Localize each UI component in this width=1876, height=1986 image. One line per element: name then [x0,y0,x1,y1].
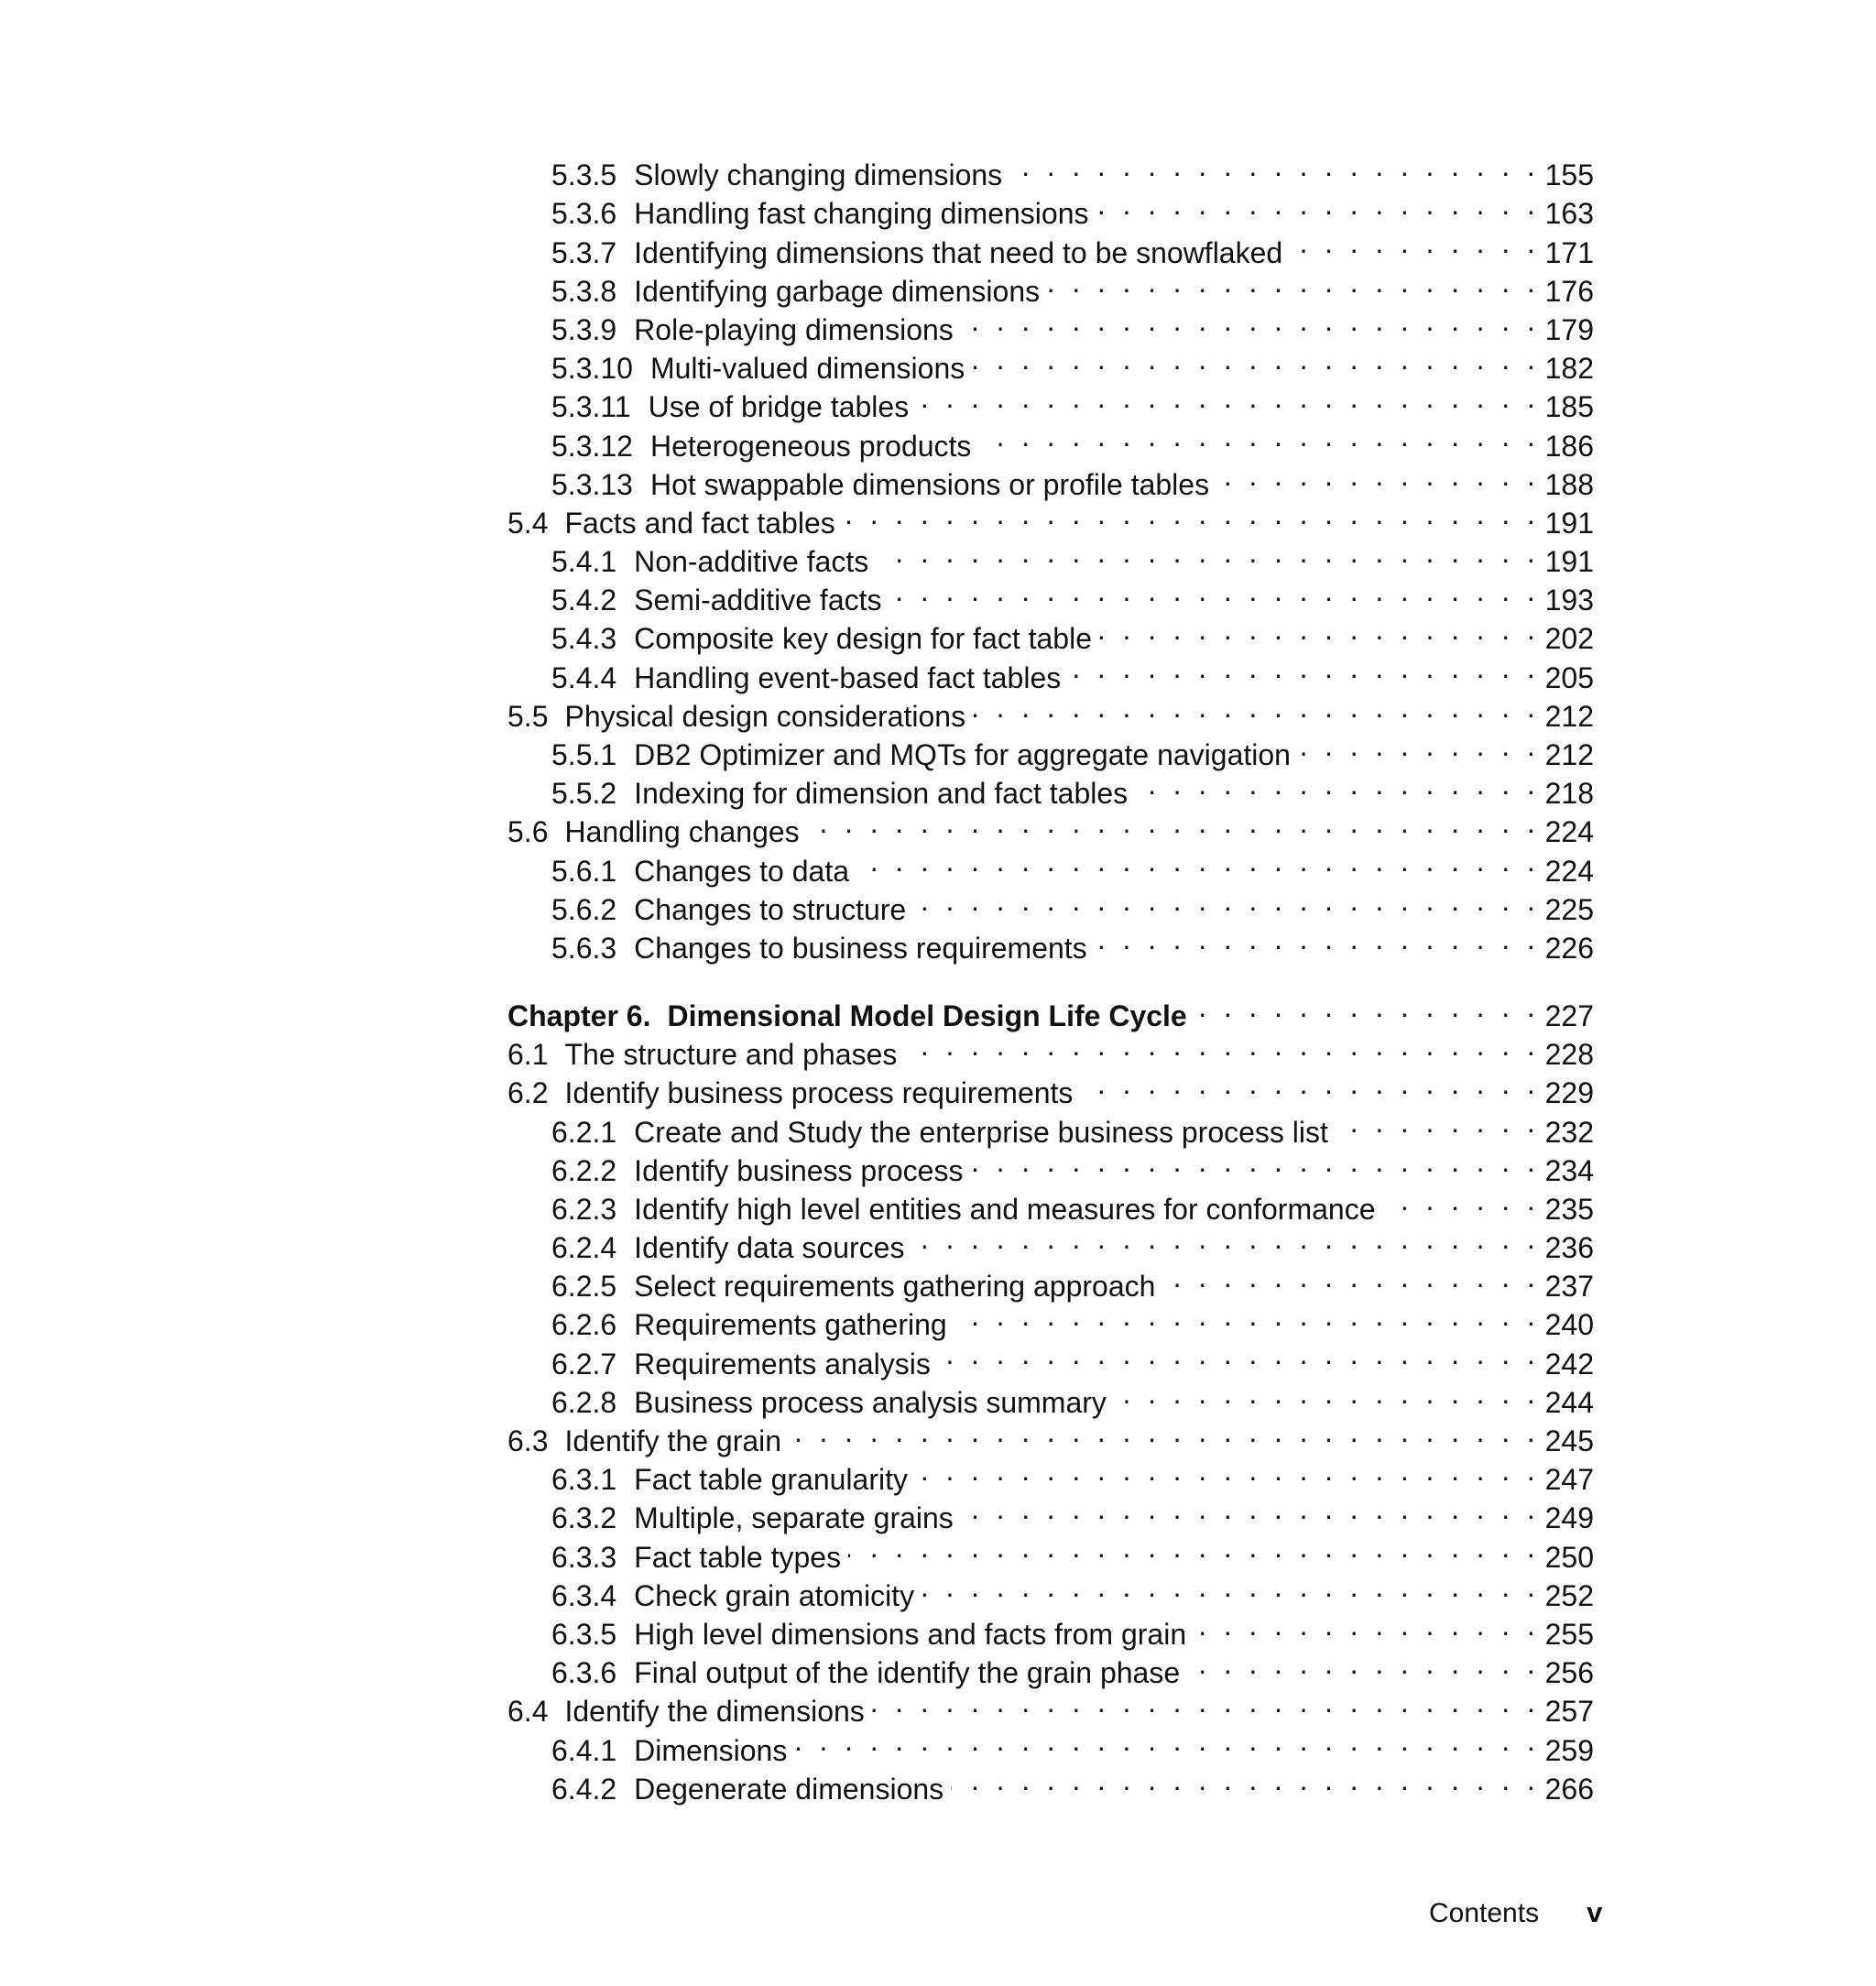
toc-entry-number: 5.3.8 [551,274,617,308]
toc-dot-leader [872,1683,1540,1721]
toc-entry-title: High level dimensions and facts from grain [634,1617,1187,1651]
toc-entry-page: 247 [1544,1463,1594,1497]
toc-entry-title: Identifying dimensions that need to be snowflaked [634,235,1283,269]
toc-entry-title: Identify the grain [564,1424,782,1458]
toc-entry-number: 6.4.1 [551,1733,617,1767]
toc-entry-page: 191 [1544,506,1594,540]
toc-entry-number: 5.4 [507,506,549,540]
toc-entry-page: 212 [1544,738,1594,772]
footer-page-number: v [1587,1896,1603,1928]
toc-entry-title: Changes to data [634,854,850,888]
toc-entry-page: 155 [1544,158,1594,192]
toc-entry-title: Indexing for dimension and fact tables [634,777,1129,811]
toc-entry-page: 256 [1544,1656,1594,1690]
toc-entry-page: 193 [1544,584,1594,617]
toc-entry-title: Facts and fact tables [564,506,835,540]
toc-dot-leader [978,417,1539,455]
toc-dot-leader [876,533,1539,572]
toc-entry-title: Requirements analysis [634,1347,931,1380]
toc-entry-number: 5.3.12 [551,429,633,463]
toc-entry-number: 6.4.2 [551,1772,617,1806]
toc-entry-page: 255 [1544,1617,1594,1651]
toc-entry-number: 5.3.11 [551,390,631,424]
toc-entry-page: 250 [1544,1540,1594,1574]
toc-entry-page: 227 [1544,999,1594,1033]
toc-entry-title: Composite key design for fact table [634,622,1092,656]
toc-entry-number: 6.2.5 [551,1270,617,1304]
toc-chapter-entry[interactable] [507,988,1594,1033]
toc-dot-leader [1194,1606,1539,1644]
toc-entry-number: 6.3 [507,1424,549,1458]
toc-dot-leader [1047,263,1539,301]
toc-entry-page: 226 [1544,931,1594,965]
toc-entry-title: Slowly changing dimensions [634,158,1003,192]
toc-entry-number: 6.3.1 [551,1463,617,1497]
toc-entry-title: Identifying garbage dimensions [634,274,1041,308]
toc-entry-title: Use of bridge tables [648,390,910,424]
toc-dot-leader [794,1721,1539,1760]
toc-dot-leader [972,340,1539,378]
toc-dot-leader [1298,726,1540,765]
toc-entry-title: Identify the dimensions [564,1695,865,1729]
toc-entry-number: 6.2.3 [551,1192,617,1226]
toc-entry-number: 6.3.6 [551,1656,617,1690]
toc-entry[interactable] [507,147,1594,192]
toc-dot-leader [848,1528,1540,1566]
toc-entry-number: 5.6.1 [551,854,617,888]
toc-entry-number: 5.3.9 [551,312,617,346]
table-of-contents [507,147,1594,1806]
toc-entry-page: 229 [1544,1076,1594,1110]
toc-entry-page: 232 [1544,1115,1594,1149]
toc-entry-title: Dimensional Model Design Life Cycle [667,999,1187,1033]
toc-entry-number: 6.2.1 [551,1115,617,1149]
toc-entry-title: Physical design considerations [564,699,966,733]
toc-entry-page: 186 [1544,429,1594,463]
toc-entry-number: 6.2.4 [551,1231,617,1265]
toc-entry-number: 6.2.6 [551,1308,617,1342]
toc-dot-leader [1336,1103,1540,1141]
toc-dot-leader [1383,1181,1540,1219]
toc-entry-number: 5.5.2 [551,777,617,811]
toc-dot-leader [938,1335,1540,1373]
toc-entry-number: 5.3.7 [551,235,617,269]
toc-entry-number: 5.6.2 [551,892,617,926]
toc-entry-number: 5.3.10 [551,352,633,386]
toc-entry-number: 6.3.3 [551,1540,617,1574]
toc-entry-number: 6.2.8 [551,1385,617,1419]
toc-entry-page: 171 [1544,235,1594,269]
toc-entry-title: Identify business process requirements [564,1076,1074,1110]
toc-entry-page: 249 [1544,1501,1594,1535]
toc-dot-leader [1290,224,1539,262]
toc-entry-number: Chapter 6. [507,999,651,1033]
toc-dot-leader [1095,920,1540,958]
toc-entry-title: Check grain atomicity [634,1578,915,1612]
toc-entry-title: Hot swappable dimensions or profile tables [649,467,1210,501]
toc-entry-number: 6.2.2 [551,1153,617,1187]
toc-dot-leader [904,1026,1539,1064]
toc-dot-leader [1009,147,1539,185]
toc-entry-title: Non-additive facts [634,545,869,579]
toc-dot-leader [954,1296,1540,1335]
toc-entry-title: Final output of the identify the grain phase [634,1656,1181,1690]
toc-entry-title: Semi-additive facts [634,584,882,617]
toc-entry-number: 5.4.4 [551,660,617,694]
toc-entry-number: 5.4.2 [551,584,617,617]
toc-entry-number: 6.2 [507,1076,549,1110]
toc-dot-leader [922,1567,1540,1606]
toc-dot-leader [951,1761,1539,1799]
toc-entry-number: 5.3.6 [551,197,617,231]
toc-entry-page: 252 [1544,1578,1594,1612]
toc-entry-page: 240 [1544,1308,1594,1342]
toc-dot-leader [961,301,1540,340]
toc-entry-title: Identify business process [634,1153,964,1187]
toc-entry-title: Requirements gathering [634,1308,947,1342]
toc-entry-page: 176 [1544,274,1594,308]
toc-entry-number: 6.3.2 [551,1501,617,1535]
toc-dot-leader [1187,1644,1539,1683]
toc-dot-leader [911,1219,1539,1258]
toc-dot-leader [970,1142,1539,1181]
toc-entry-page: 212 [1544,699,1594,733]
toc-dot-leader [889,572,1540,610]
toc-entry-number: 6.2.7 [551,1347,617,1380]
toc-dot-leader [1080,1064,1539,1103]
toc-entry-title: Multiple, separate grains [634,1501,954,1535]
toc-entry-number: 5.5.1 [551,738,617,772]
toc-entry-title: Role-playing dimensions [634,312,954,346]
toc-entry-page: 179 [1544,312,1594,346]
toc-entry-page: 185 [1544,390,1594,424]
toc-entry-page: 257 [1544,1695,1594,1729]
toc-entry-number: 6.4 [507,1695,549,1729]
toc-entry-page: 237 [1544,1270,1594,1304]
toc-entry-page: 191 [1544,545,1594,579]
toc-dot-leader [1194,988,1540,1026]
toc-entry-number: 5.4.3 [551,622,617,656]
toc-entry-page: 205 [1544,660,1594,694]
toc-entry-page: 224 [1544,854,1594,888]
toc-dot-leader [973,688,1540,726]
toc-entry-page: 202 [1544,622,1594,656]
toc-entry-number: 5.6.3 [551,931,617,965]
toc-entry-page: 244 [1544,1385,1594,1419]
toc-dot-leader [856,842,1540,880]
toc-entry-title: Handling changes [564,815,800,849]
toc-entry-title: Select requirements gathering approach [634,1270,1156,1304]
toc-entry-title: Fact table types [634,1540,842,1574]
toc-entry-number: 6.3.5 [551,1617,617,1651]
toc-entry-title: Handling fast changing dimensions [634,197,1089,231]
toc-entry-page: 218 [1544,777,1594,811]
toc-entry-title: DB2 Optimizer and MQTs for aggregate navigation [634,738,1291,772]
toc-entry-title: Identify high level entities and measures for conformance [634,1192,1376,1226]
toc-entry-title: Identify data sources [634,1231,905,1265]
toc-entry-number: 5.5 [507,699,549,733]
toc-dot-leader [1114,1374,1540,1413]
toc-entry-title: Business process analysis summary [634,1385,1107,1419]
toc-entry-number: 5.3.5 [551,158,617,192]
toc-entry-title: Heterogeneous products [649,429,972,463]
toc-entry-page: 245 [1544,1424,1594,1458]
toc-entry-title: Changes to structure [634,892,907,926]
toc-entry-page: 182 [1544,352,1594,386]
toc-entry-title: Create and Study the enterprise business process list [634,1115,1328,1149]
toc-dot-leader [1068,649,1539,687]
toc-dot-leader [1099,610,1540,649]
toc-dot-leader [913,881,1539,920]
toc-entry-title: Degenerate dimensions [634,1772,944,1806]
toc-dot-leader [1162,1258,1539,1296]
toc-entry-number: 5.4.1 [551,545,617,579]
toc-entry-page: 163 [1544,197,1594,231]
toc-entry-page: 228 [1544,1038,1594,1072]
toc-entry-page: 235 [1544,1192,1594,1226]
toc-dot-leader [915,1451,1540,1490]
toc-dot-leader [789,1413,1540,1451]
toc-entry-title: Fact table granularity [634,1463,908,1497]
toc-entry-page: 236 [1544,1231,1594,1265]
page-footer [1429,1896,1602,1929]
toc-entry-title: Changes to business requirements [634,931,1087,965]
toc-entry-title: Dimensions [634,1733,788,1767]
toc-entry-page: 259 [1544,1733,1594,1767]
toc-entry-page: 266 [1544,1772,1594,1806]
toc-entry-page: 225 [1544,892,1594,926]
toc-dot-leader [843,495,1540,533]
toc-entry-title: Handling event-based fact tables [634,660,1062,694]
toc-entry-number: 6.1 [507,1038,549,1072]
toc-entry-number: 6.3.4 [551,1578,617,1612]
toc-entry-number: 5.6 [507,815,549,849]
toc-dot-leader [1216,456,1540,495]
toc-dot-leader [1096,185,1539,224]
toc-entry-page: 234 [1544,1153,1594,1187]
toc-entry-title: Multi-valued dimensions [649,352,965,386]
toc-dot-leader [807,803,1540,842]
toc-dot-leader [961,1490,1540,1528]
toc-entry-page: 224 [1544,815,1594,849]
footer-section-label: Contents [1429,1898,1540,1928]
toc-entry-title: The structure and phases [564,1038,898,1072]
toc-entry-number: 5.3.13 [551,467,633,501]
toc-entry-page: 242 [1544,1347,1594,1380]
toc-dot-leader [1135,765,1539,803]
toc-dot-leader [916,378,1539,417]
toc-entry-page: 188 [1544,467,1594,501]
